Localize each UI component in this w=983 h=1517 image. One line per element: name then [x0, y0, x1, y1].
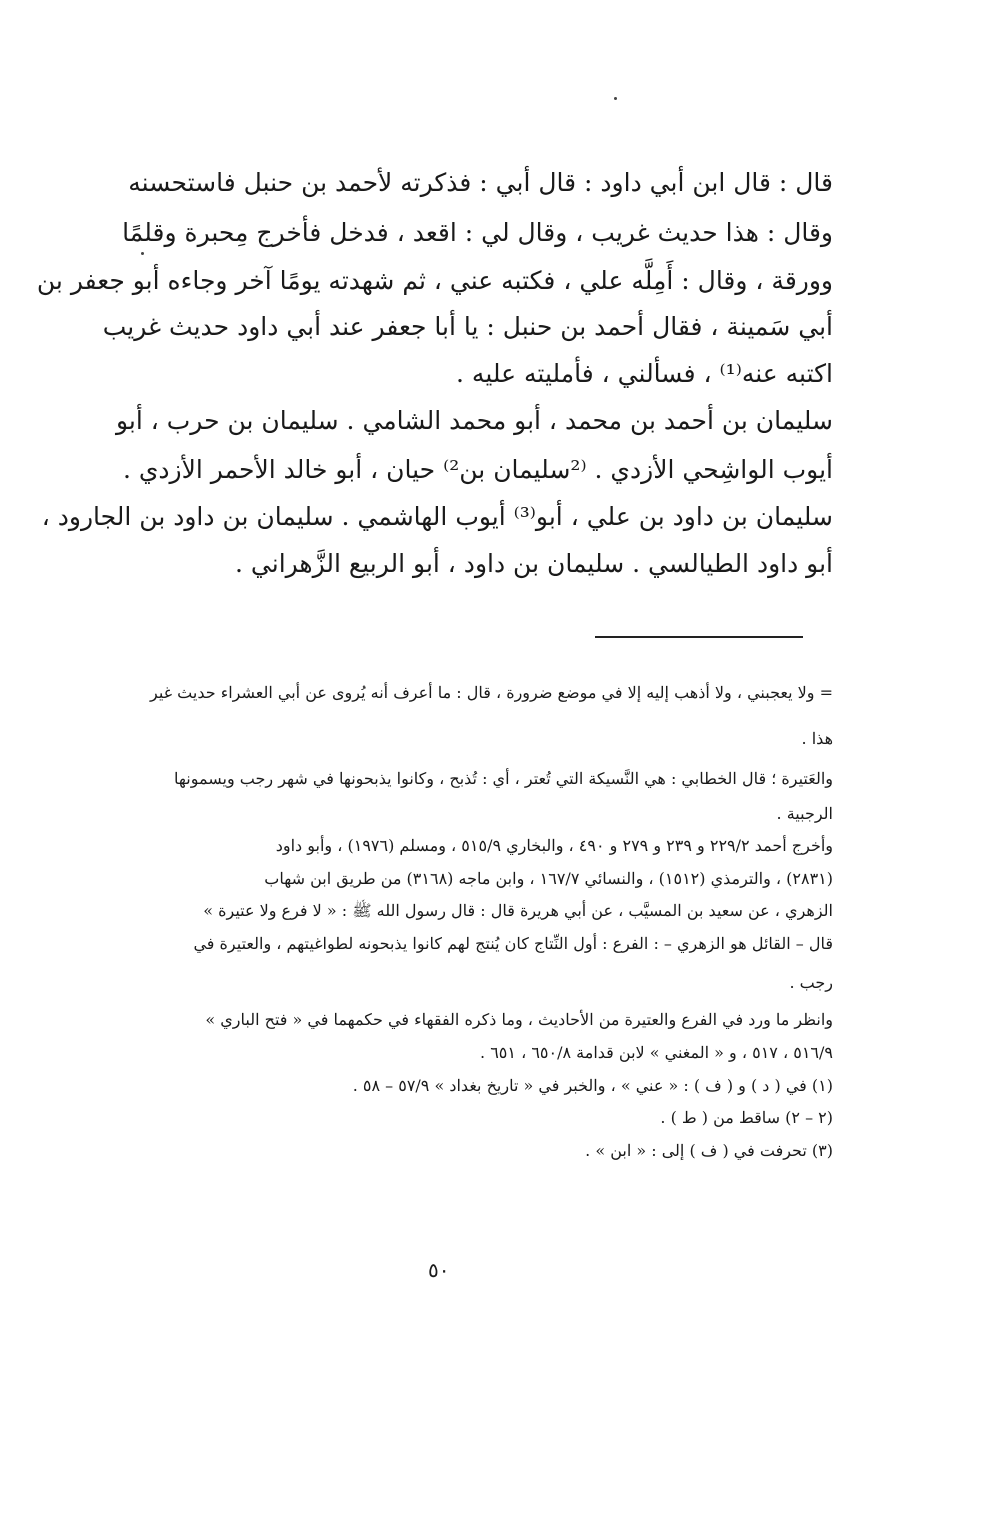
footnote-line: قال – القائل هو الزهري – : الفرع : أول النِّتاج كان يُنتج لهم كانوا يذبحونه لطواغيتهم ، والعتيرة في — [193, 934, 833, 953]
footnote-line: (٣) تحرفت في ( ف ) إلى : « ابن » . — [585, 1141, 833, 1160]
footnote-line: وأخرج أحمد ٢٢٩/٢ و ٢٣٩ و ٢٧٩ و ٤٩٠ ، والبخاري ٥١٥/٩ ، ومسلم (١٩٧٦) ، وأبو داود — [275, 836, 833, 855]
footnote-line: هذا . — [801, 729, 833, 748]
main-text-line: أبي سَمينة ، فقال أحمد بن حنبل : يا أبا جعفر عند أبي داود حديث غريب — [102, 312, 833, 341]
footnote-line: والعَتيرة ؛ قال الخطابي : هي النَّسيكة التي تُعتر ، أي : تُذبح ، وكانوا يذبحونها في شهر رجب ويسمونها — [174, 769, 833, 788]
main-text-block — [36, 0, 833, 600]
footnote-separator — [595, 636, 803, 638]
footnote-line: (٢ – ٢) ساقط من ( ط ) . — [660, 1108, 833, 1127]
footnote-line: رجب . — [789, 973, 833, 992]
footnote-line: ٥١٦/٩ ، ٥١٧ ، و « المغني » لابن قدامة ٦٥٠/٨ ، ٦٥١ . — [480, 1043, 833, 1062]
main-text-line: سليمان بن أحمد بن محمد ، أبو محمد الشامي . سليمان بن حرب ، أبو — [115, 406, 833, 435]
main-text-line: قال : قال ابن أبي داود : قال أبي : فذكرته لأحمد بن حنبل فاستحسنه — [128, 168, 833, 197]
footnote-line: (٢٨٣١) ، والترمذي (١٥١٢) ، والنسائي ١٦٧/٧ ، وابن ماجه (٣١٦٨) من طريق ابن شهاب — [264, 869, 833, 888]
footnote-line: الرجبية . — [776, 804, 833, 823]
main-text-line: سليمان بن داود بن علي ، أبو⁽³⁾ أيوب الهاشمي . سليمان بن داود بن الجارود ، — [41, 502, 833, 531]
main-text-line: أبو داود الطيالسي . سليمان بن داود ، أبو الربيع الزَّهراني . — [235, 549, 833, 578]
main-text-line: أيوب الواشِحي الأزدي . ⁽²سليمان بن²⁾ حيان ، أبو خالد الأحمر الأزدي . — [122, 455, 833, 484]
footnote-line: الزهري ، عن سعيد بن المسيَّب ، عن أبي هريرة قال : قال رسول الله ﷺ : « لا فرع ولا عتيرة » — [203, 901, 833, 920]
main-text-line: اكتبه عنه⁽¹⁾ ، فسألني ، فأمليته عليه . — [456, 359, 833, 388]
main-text-line: وورقة ، وقال : أَمِلَّه علي ، فكتبه عني ، ثم شهدته يومًا آخر وجاءه أبو جعفر بن — [36, 266, 833, 295]
footnote-line: وانظر ما ورد في الفرع والعتيرة من الأحاديث ، وما ذكره الفقهاء في حكمهما في « فتح الباري » — [205, 1010, 833, 1029]
page-number: ٥٠ — [428, 1258, 450, 1282]
footnote-line: = ولا يعجبني ، ولا أذهب إليه إلا في موضع ضرورة ، قال : ما أعرف أنه يُروى عن أبي العشراء حديث غير — [150, 683, 833, 702]
footnote-line: (١) في ( د ) و ( ف ) : « عني » ، والخبر في « تاريخ بغداد » ٥٧/٩ – ٥٨ . — [352, 1076, 833, 1095]
main-text-line: وقال : هذا حديث غريب ، وقال لي : اقعد ، فدخل فأخرج مِحبرة وقلمًا — [122, 218, 833, 247]
